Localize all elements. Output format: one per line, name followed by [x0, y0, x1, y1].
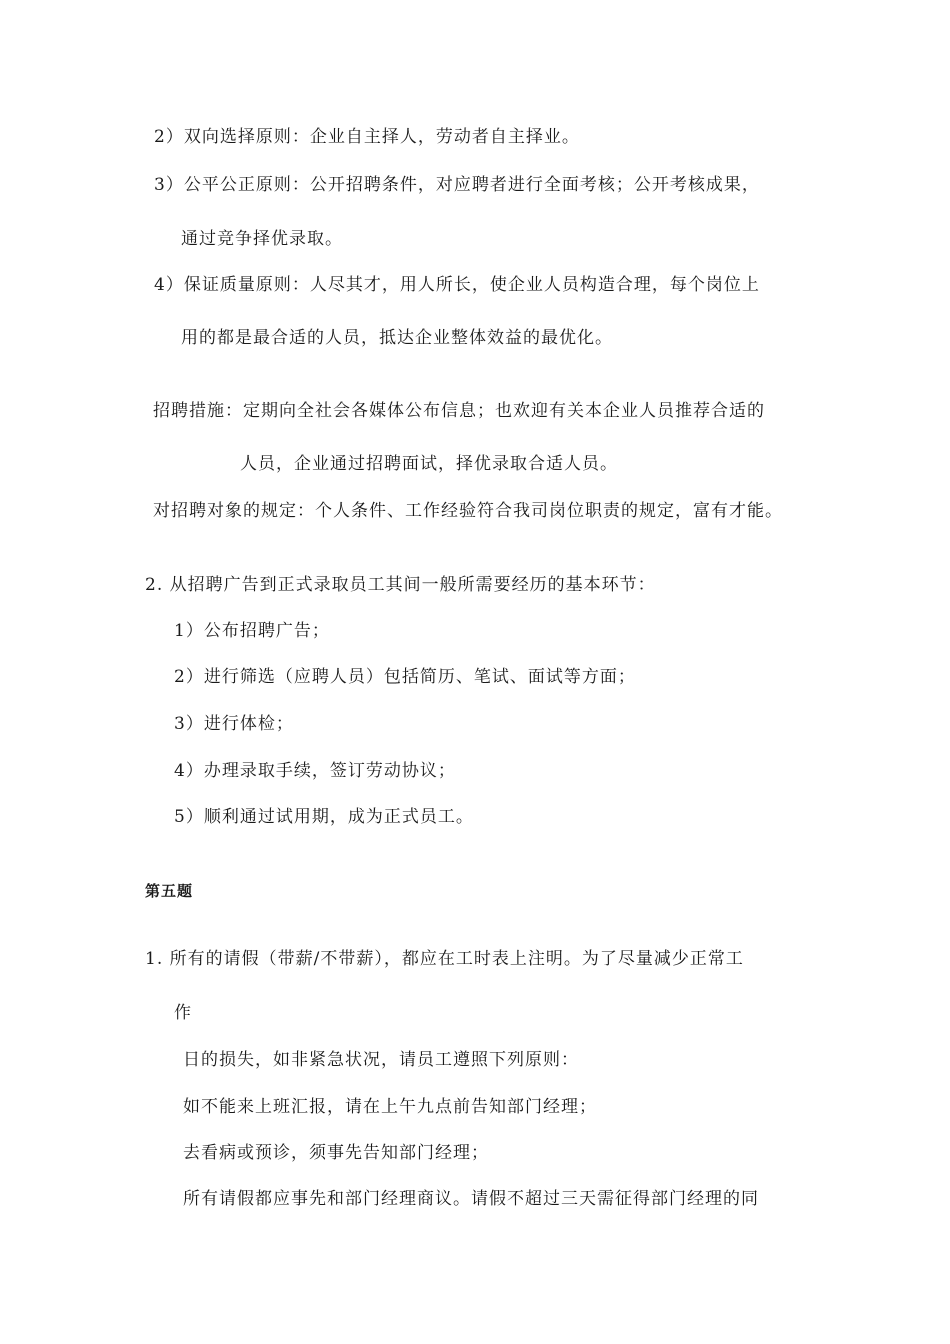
- principle-fairness-line2: 通过竞争择优录取。: [181, 229, 343, 249]
- principle-quality-line1: 4）保证质量原则：人尽其才，用人所长，使企业人员构造合理，每个岗位上: [154, 275, 760, 295]
- leave-policy-line3: 日的损失，如非紧急状况，请员工遵照下列原则：: [183, 1050, 579, 1070]
- leave-rule-approval: 所有请假都应事先和部门经理商议。请假不超过三天需征得部门经理的同: [183, 1189, 759, 1209]
- recruitment-measures-line1: 招聘措施：定期向全社会各媒体公布信息；也欢迎有关本企业人员推荐合适的: [153, 401, 765, 421]
- step-item: 5）顺利通过试用期，成为正式员工。: [174, 807, 474, 827]
- leave-rule-medical: 去看病或预诊，须事先告知部门经理；: [183, 1143, 489, 1163]
- step-item: 1）公布招聘广告；: [174, 621, 330, 641]
- candidate-requirements: 对招聘对象的规定：个人条件、工作经验符合我司岗位职责的规定，富有才能。: [153, 501, 783, 521]
- principle-two-way: 2）双向选择原则：企业自主择人，劳动者自主择业。: [154, 127, 580, 147]
- leave-policy-line2: 作: [174, 1003, 192, 1023]
- leave-rule-absence: 如不能来上班汇报，请在上午九点前告知部门经理；: [183, 1097, 597, 1117]
- principle-quality-line2: 用的都是最合适的人员，抵达企业整体效益的最优化。: [181, 328, 613, 348]
- step-item: 4）办理录取手续，签订劳动协议；: [174, 761, 456, 781]
- step-item: 3）进行体检；: [174, 714, 294, 734]
- step-item: 2）进行筛选（应聘人员）包括简历、笔试、面试等方面；: [174, 667, 636, 687]
- leave-policy-line1: 1. 所有的请假（带薪/不带薪），都应在工时表上注明。为了尽量减少正常工: [145, 949, 744, 969]
- section-heading-question5: 第五题: [145, 882, 194, 900]
- principle-fairness-line1: 3）公平公正原则：公开招聘条件，对应聘者进行全面考核；公开考核成果，: [154, 175, 760, 195]
- recruitment-measures-line2: 人员，企业通过招聘面试，择优录取合适人员。: [240, 454, 618, 474]
- steps-title: 2. 从招聘广告到正式录取员工其间一般所需要经历的基本环节：: [145, 575, 656, 595]
